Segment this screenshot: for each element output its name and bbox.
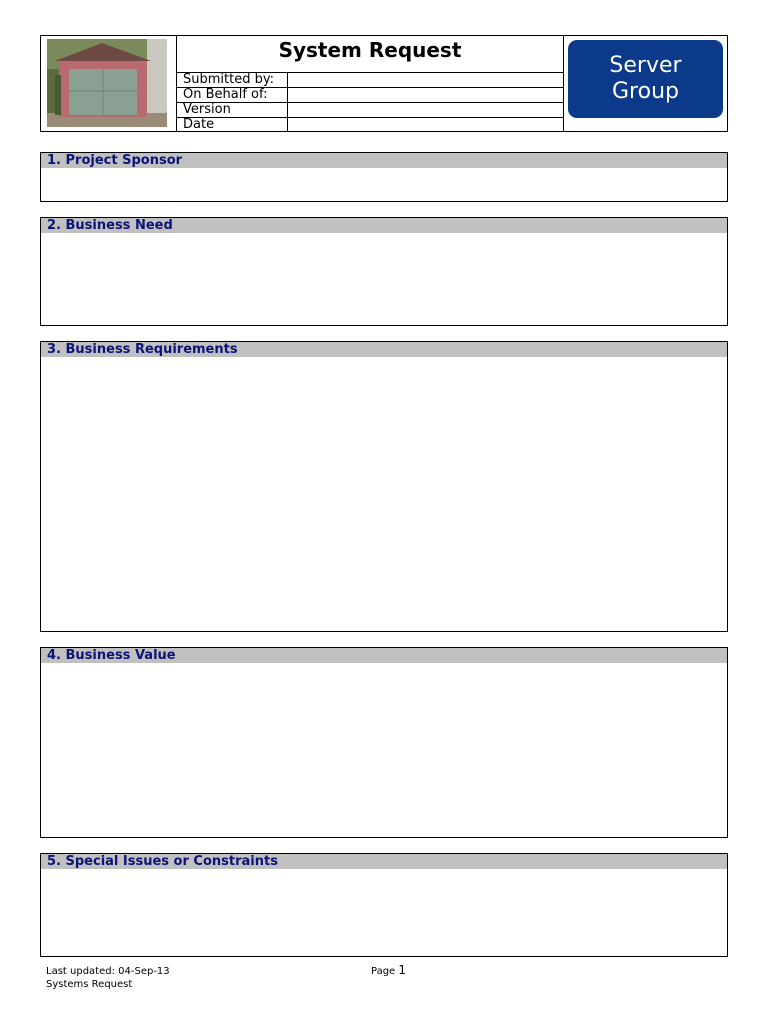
footer-left: [46, 965, 170, 991]
field-label-date: Date: [177, 118, 287, 133]
section-heading: 5. Special Issues or Constraints: [41, 854, 727, 869]
logo-cell: [564, 36, 727, 131]
section-body[interactable]: [41, 357, 727, 631]
section-business-requirements: [40, 341, 728, 632]
section-body[interactable]: [41, 869, 727, 956]
page-title: System Request: [177, 36, 563, 73]
section-heading: 3. Business Requirements: [41, 342, 727, 357]
section-special-issues: [40, 853, 728, 957]
field-label-on-behalf-of: On Behalf of:: [177, 88, 287, 103]
section-project-sponsor: [40, 152, 728, 202]
field-row-version: [177, 103, 563, 118]
field-value-submitted-by[interactable]: [287, 73, 563, 88]
page-label: Page: [371, 966, 396, 977]
field-row-date: [177, 118, 563, 133]
server-group-logo: Server Group: [568, 40, 723, 118]
section-business-value: [40, 647, 728, 838]
section-body[interactable]: [41, 663, 727, 837]
header-center: [177, 36, 564, 131]
garage-image: [47, 39, 167, 127]
footer-page: [371, 964, 406, 978]
section-heading: 1. Project Sponsor: [41, 153, 727, 168]
field-label-version: Version: [177, 103, 287, 118]
section-body[interactable]: [41, 168, 727, 201]
section-heading: 2. Business Need: [41, 218, 727, 233]
field-label-submitted-by: Submitted by:: [177, 73, 287, 88]
field-row-submitted-by: [177, 73, 563, 88]
field-value-on-behalf-of[interactable]: [287, 88, 563, 103]
garage-photo: [41, 36, 177, 131]
section-body[interactable]: [41, 233, 727, 325]
request-fields-table: [177, 73, 563, 132]
field-row-on-behalf-of: [177, 88, 563, 103]
page-number: 1: [398, 963, 407, 977]
document-header: [40, 35, 728, 132]
document-name: Systems Request: [46, 979, 133, 990]
section-heading: 4. Business Value: [41, 648, 727, 663]
field-value-version[interactable]: [287, 103, 563, 118]
section-business-need: [40, 217, 728, 326]
field-value-date[interactable]: [287, 118, 563, 133]
last-updated: Last updated: 04-Sep-13: [46, 966, 170, 977]
